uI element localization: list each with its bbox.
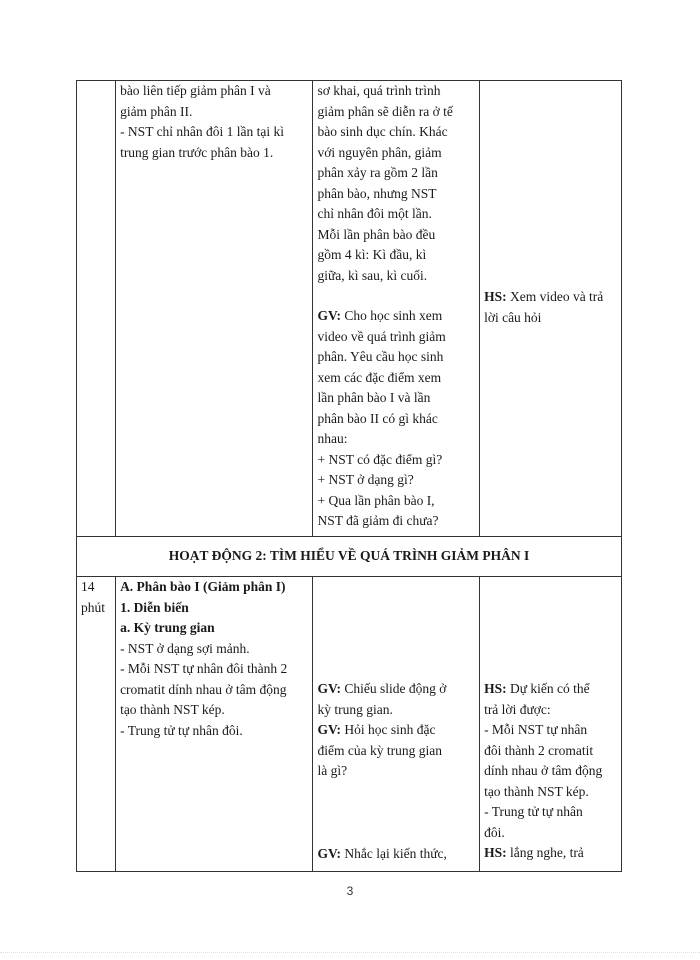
text-line: bào sinh dục chín. Khác bbox=[317, 124, 448, 139]
text-line: + Qua lần phân bào I, bbox=[317, 492, 435, 508]
text-line: trả lời được: bbox=[484, 701, 551, 717]
time-cell bbox=[77, 81, 116, 537]
text-line: chỉ nhân đôi một lần. bbox=[317, 206, 432, 221]
table-row bbox=[77, 537, 622, 577]
section-title: A. Phân bào I (Giảm phân I) bbox=[120, 579, 286, 594]
text-line: - Trung tử tự nhân bbox=[484, 804, 583, 819]
text-line: sơ khai, quá trình trình bbox=[317, 83, 441, 98]
text-line: tạo thành NST kép. bbox=[484, 783, 589, 799]
text-line: - Mỗi NST tự nhân đôi thành 2 bbox=[120, 661, 288, 676]
section-heading: HOẠT ĐỘNG 2: TÌM HIỂU VỀ QUÁ TRÌNH GIẢM PHÂN I bbox=[77, 537, 622, 577]
text-line: phân. Yêu cầu học sinh bbox=[317, 349, 444, 364]
teacher-cell bbox=[313, 81, 480, 537]
hs-line: HS: Dự kiến có thể bbox=[484, 681, 590, 696]
text-line: đôi thành 2 cromatit bbox=[484, 742, 594, 758]
text-line: gồm 4 kì: Kì đầu, kì bbox=[317, 247, 427, 262]
gv-label: GV: bbox=[317, 681, 341, 696]
student-cell bbox=[480, 81, 622, 537]
text-line: điểm của kỳ trung gian bbox=[317, 742, 442, 758]
hs-line: HS: lắng nghe, trả bbox=[484, 845, 584, 860]
text-line: xem các đặc điểm xem bbox=[317, 369, 442, 385]
text-line: lời câu hỏi bbox=[484, 309, 542, 325]
teacher-cell bbox=[313, 577, 480, 872]
time-unit: phút bbox=[81, 599, 106, 615]
text-line: giảm phân II. bbox=[120, 103, 193, 119]
table-row bbox=[77, 577, 622, 872]
gv-line: GV: Hỏi học sinh đặc bbox=[317, 722, 436, 737]
content-cell bbox=[116, 81, 313, 537]
text-line: cromatit dính nhau ở tâm động bbox=[120, 681, 287, 697]
text-line: giữa, kì sau, kì cuối. bbox=[317, 267, 428, 283]
text-line: với nguyên phân, giảm bbox=[317, 144, 442, 160]
text-span: Cho học sinh xem bbox=[344, 308, 443, 323]
text-line: video về quá trình giảm bbox=[317, 328, 446, 344]
text-line: - Mỗi NST tự nhân bbox=[484, 722, 588, 737]
text-line: trung gian trước phân bào 1. bbox=[120, 144, 274, 160]
text-line: bào liên tiếp giảm phân I và bbox=[120, 83, 271, 98]
text-line: - Trung tử tự nhân đôi. bbox=[120, 722, 243, 738]
page-bottom-divider bbox=[0, 952, 700, 953]
lesson-table bbox=[76, 80, 622, 872]
gv-line bbox=[317, 306, 475, 327]
hs-label: HS: bbox=[484, 681, 507, 696]
text-line: tạo thành NST kép. bbox=[120, 702, 225, 717]
gv-label: GV: bbox=[317, 722, 341, 737]
text-line: là gì? bbox=[317, 763, 348, 778]
phase-title: a. Kỳ trung gian bbox=[120, 620, 215, 635]
time-value: 14 bbox=[81, 579, 95, 594]
text-line: - NST chỉ nhân đôi 1 lần tại kì bbox=[120, 124, 285, 139]
text-line: NST đã giảm đi chưa? bbox=[317, 513, 439, 528]
text-line: giảm phân sẽ diễn ra ở tế bbox=[317, 103, 453, 119]
text-line: phân bào II có gì khác bbox=[317, 410, 438, 426]
text-span: Xem video và trả bbox=[509, 289, 604, 304]
gv-label: GV: bbox=[317, 308, 341, 323]
text-line: + NST có đặc điểm gì? bbox=[317, 451, 443, 467]
text-line: + NST ở dạng gì? bbox=[317, 472, 414, 487]
hs-line bbox=[484, 287, 617, 308]
section-subtitle: 1. Diễn biến bbox=[120, 599, 189, 615]
text-line: phân bào, nhưng NST bbox=[317, 185, 437, 201]
hs-label: HS: bbox=[484, 845, 507, 860]
gv-line: GV: Chiếu slide động ở bbox=[317, 681, 447, 696]
gv-label: GV: bbox=[317, 845, 341, 861]
table-row bbox=[77, 81, 622, 537]
text-line: Mỗi lần phân bào đều bbox=[317, 226, 436, 242]
content-cell bbox=[116, 577, 313, 872]
hs-label: HS: bbox=[484, 289, 507, 304]
text-line: lần phân bào I và lần bbox=[317, 390, 431, 405]
page-number: 3 bbox=[346, 884, 354, 898]
text-line: nhau: bbox=[317, 431, 348, 446]
time-cell bbox=[77, 577, 116, 872]
text-line: phân xảy ra gồm 2 lần bbox=[317, 165, 438, 180]
text-line: đôi. bbox=[484, 824, 505, 840]
student-cell bbox=[480, 577, 622, 872]
text-line: kỳ trung gian. bbox=[317, 701, 393, 717]
gv-line: GV: Nhắc lại kiến thức, bbox=[317, 845, 447, 861]
text-line: dính nhau ở tâm động bbox=[484, 763, 603, 778]
text-line: - NST ở dạng sợi mảnh. bbox=[120, 640, 250, 656]
